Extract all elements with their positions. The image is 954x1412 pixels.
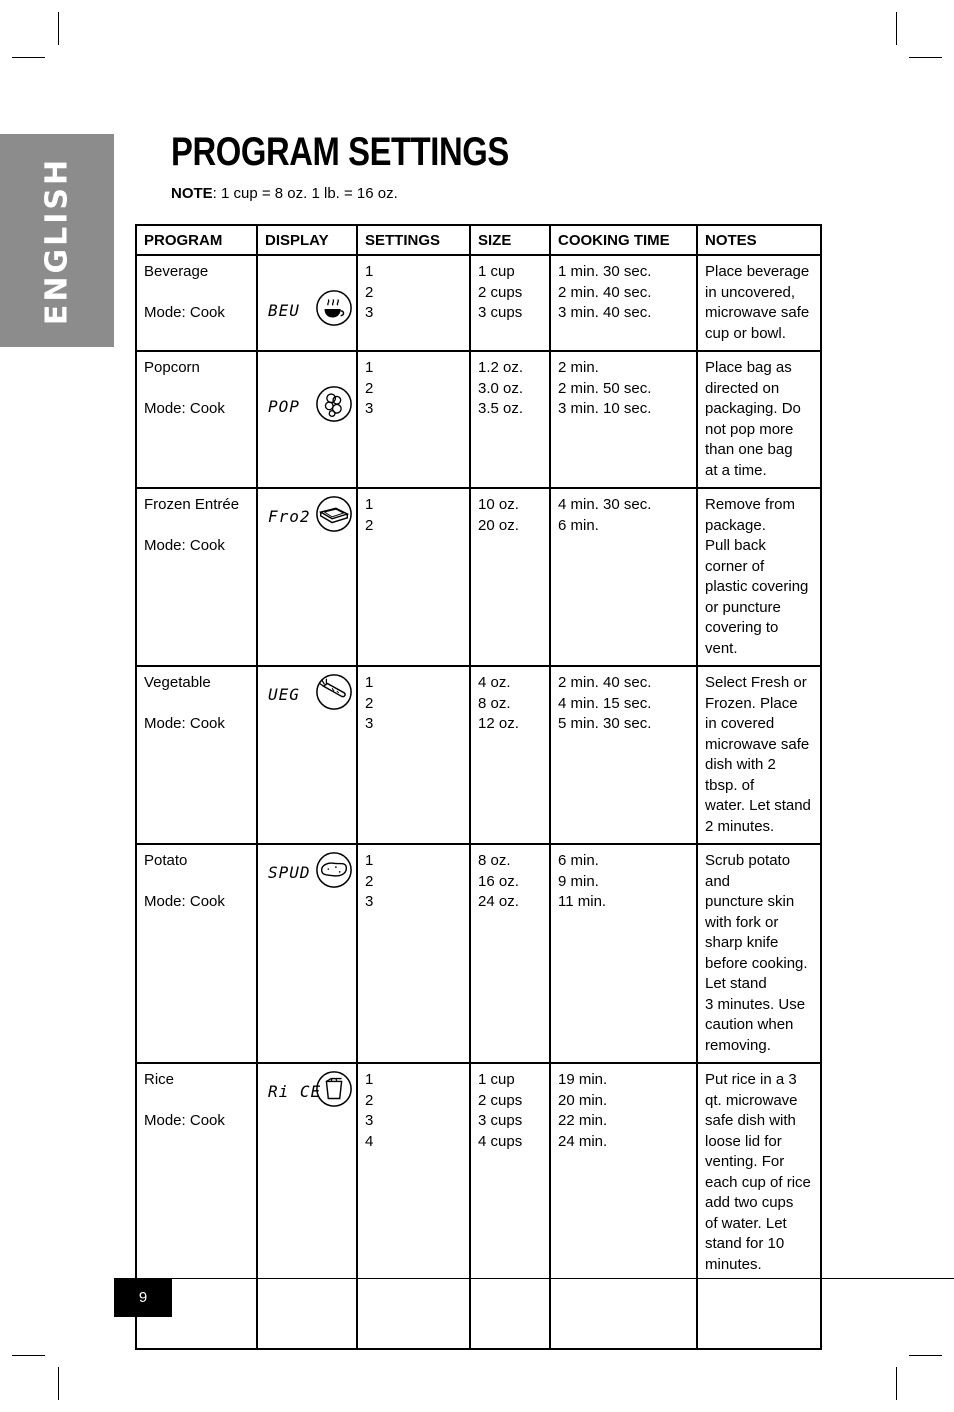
note-line: 3 minutes. Use xyxy=(705,995,806,1013)
cooking-time: 5 min. 30 sec. xyxy=(558,715,652,732)
note-line: in uncovered, xyxy=(705,283,796,301)
size-value: 8 oz. xyxy=(478,694,511,712)
crop-mark xyxy=(909,57,942,58)
note-line: Place beverage xyxy=(705,263,810,280)
table-row xyxy=(136,488,821,666)
column-header: SIZE xyxy=(470,225,550,255)
settings-cell xyxy=(357,255,470,351)
setting-value: 3 xyxy=(365,715,374,732)
note-line: sharp knife xyxy=(705,934,779,951)
setting-value: 3 xyxy=(365,400,374,417)
program-mode: Mode: Cook xyxy=(144,304,225,321)
cooking-time: 20 min. xyxy=(558,1091,608,1109)
display-cell xyxy=(257,255,357,351)
program-name: Beverage xyxy=(144,263,209,280)
size-value: 12 oz. xyxy=(478,715,519,732)
note-line: loose lid for xyxy=(705,1132,782,1150)
column-header: NOTES xyxy=(697,225,821,255)
table-row xyxy=(136,255,821,351)
size-value: 1.2 oz. xyxy=(478,359,524,376)
note-line: Select Fresh or xyxy=(705,674,807,691)
size-value: 10 oz. xyxy=(478,496,519,513)
display-cell xyxy=(257,351,357,488)
size-cell xyxy=(470,1063,550,1349)
note-line: microwave safe xyxy=(705,735,810,753)
crop-mark xyxy=(12,57,45,58)
display-code: SPUD xyxy=(268,863,311,882)
display-code: Ri CE xyxy=(268,1082,322,1101)
crop-mark xyxy=(909,1355,942,1356)
time-cell xyxy=(550,255,697,351)
potato-icon xyxy=(315,851,353,889)
note-line: directed on xyxy=(705,379,780,397)
note-line: not pop more xyxy=(705,420,794,438)
time-cell xyxy=(550,666,697,844)
rice-box-icon xyxy=(315,1070,353,1108)
note-line: safe dish with xyxy=(705,1112,796,1129)
cooking-time: 3 min. 40 sec. xyxy=(558,304,652,321)
note-line: caution when xyxy=(705,1016,794,1033)
language-label: ENGLISH xyxy=(39,156,75,325)
size-value: 16 oz. xyxy=(478,872,519,890)
size-value: 3.0 oz. xyxy=(478,379,524,397)
setting-value: 3 xyxy=(365,1112,374,1129)
time-cell xyxy=(550,488,697,666)
crop-mark xyxy=(896,12,897,45)
setting-value: 4 xyxy=(365,1132,374,1150)
program-name: Frozen Entrée xyxy=(144,496,240,513)
display-cell xyxy=(257,488,357,666)
note-line: each cup of rice xyxy=(705,1173,811,1191)
tray-icon xyxy=(315,495,353,533)
program-cell xyxy=(136,488,257,666)
setting-value: 1 xyxy=(365,852,374,869)
program-mode: Mode: Cook xyxy=(144,1112,225,1129)
note-line: Frozen. Place xyxy=(705,694,798,712)
cooking-time: 2 min. 40 sec. xyxy=(558,674,652,691)
size-value: 1 cup xyxy=(478,263,515,280)
cooking-time: 1 min. 30 sec. xyxy=(558,263,652,280)
size-cell xyxy=(470,255,550,351)
cooking-time: 4 min. 15 sec. xyxy=(558,694,652,712)
footer-rule xyxy=(114,1278,954,1279)
language-tab xyxy=(0,134,114,347)
column-header: DISPLAY xyxy=(257,225,357,255)
note-line: in covered xyxy=(705,715,775,732)
setting-value: 3 xyxy=(365,304,374,321)
size-value: 1 cup xyxy=(478,1071,515,1088)
cooking-time: 2 min. 40 sec. xyxy=(558,283,652,301)
program-name: Potato xyxy=(144,852,188,869)
note-line: Put rice in a 3 xyxy=(705,1071,797,1088)
setting-value: 3 xyxy=(365,893,374,910)
cooking-time: 3 min. 10 sec. xyxy=(558,400,652,417)
note-line: minutes. xyxy=(705,1255,762,1273)
unit-note xyxy=(171,185,398,202)
cooking-time: 2 min. xyxy=(558,359,599,376)
note-text: : 1 cup = 8 oz. 1 lb. = 16 oz. xyxy=(212,185,398,202)
display-code: Fro2 xyxy=(268,507,311,526)
settings-cell xyxy=(357,351,470,488)
notes-cell xyxy=(697,666,821,844)
cooking-time: 6 min. xyxy=(558,516,599,534)
settings-cell xyxy=(357,1063,470,1349)
notes-cell xyxy=(697,488,821,666)
display-code: POP xyxy=(268,397,300,416)
note-line: at a time. xyxy=(705,461,767,479)
carrot-icon xyxy=(315,673,353,711)
column-header: PROGRAM xyxy=(136,225,257,255)
size-value: 2 cups xyxy=(478,283,523,301)
program-mode: Mode: Cook xyxy=(144,715,225,732)
page-title: PROGRAM SETTINGS xyxy=(171,130,509,174)
notes-cell xyxy=(697,844,821,1063)
note-line: tbsp. of xyxy=(705,776,755,794)
cooking-time: 19 min. xyxy=(558,1071,608,1088)
note-line: venting. For xyxy=(705,1153,785,1170)
setting-value: 1 xyxy=(365,496,374,513)
note-line: before cooking. xyxy=(705,954,808,972)
size-value: 2 cups xyxy=(478,1091,523,1109)
note-line: water. Let stand xyxy=(705,797,811,814)
program-cell xyxy=(136,351,257,488)
display-cell xyxy=(257,844,357,1063)
size-value: 24 oz. xyxy=(478,893,519,910)
program-name: Popcorn xyxy=(144,359,200,376)
note-line: 2 minutes. xyxy=(705,817,775,835)
cooking-time: 9 min. xyxy=(558,872,599,890)
column-header: COOKING TIME xyxy=(550,225,697,255)
display-cell xyxy=(257,666,357,844)
size-value: 4 cups xyxy=(478,1132,523,1150)
popcorn-icon xyxy=(315,385,353,423)
display-cell xyxy=(257,1063,357,1349)
notes-cell xyxy=(697,1063,821,1349)
program-cell xyxy=(136,666,257,844)
note-line: with fork or xyxy=(705,913,779,931)
column-header: SETTINGS xyxy=(357,225,470,255)
table-header-row xyxy=(136,225,821,255)
crop-mark xyxy=(58,12,59,45)
notes-cell xyxy=(697,255,821,351)
time-cell xyxy=(550,351,697,488)
note-line: qt. microwave xyxy=(705,1091,798,1109)
cooking-time: 2 min. 50 sec. xyxy=(558,379,652,397)
size-value: 3 cups xyxy=(478,304,523,321)
size-cell xyxy=(470,351,550,488)
crop-mark xyxy=(12,1355,45,1356)
size-value: 20 oz. xyxy=(478,516,519,534)
size-cell xyxy=(470,488,550,666)
note-line: removing. xyxy=(705,1036,771,1054)
settings-cell xyxy=(357,666,470,844)
note-line: dish with 2 xyxy=(705,756,776,773)
size-value: 3.5 oz. xyxy=(478,400,524,417)
note-line: add two cups xyxy=(705,1194,794,1211)
program-mode: Mode: Cook xyxy=(144,400,225,417)
time-cell xyxy=(550,844,697,1063)
program-mode: Mode: Cook xyxy=(144,893,225,910)
table-row xyxy=(136,844,821,1063)
note-line: plastic covering xyxy=(705,578,809,595)
program-name: Vegetable xyxy=(144,674,211,691)
cooking-time: 6 min. xyxy=(558,852,599,869)
settings-cell xyxy=(357,844,470,1063)
note-line: package. xyxy=(705,516,766,534)
setting-value: 2 xyxy=(365,379,374,397)
note-line: covering to vent. xyxy=(705,619,779,657)
cooking-time: 24 min. xyxy=(558,1132,608,1150)
note-label: NOTE xyxy=(171,185,213,202)
setting-value: 1 xyxy=(365,359,374,376)
setting-value: 2 xyxy=(365,1091,374,1109)
program-name: Rice xyxy=(144,1071,175,1088)
setting-value: 2 xyxy=(365,283,374,301)
program-cell xyxy=(136,255,257,351)
cup-icon xyxy=(315,289,353,327)
cooking-time: 22 min. xyxy=(558,1112,608,1129)
program-settings-table xyxy=(135,224,822,1350)
crop-mark xyxy=(896,1367,897,1400)
size-cell xyxy=(470,844,550,1063)
note-line: corner of xyxy=(705,557,765,575)
size-value: 4 oz. xyxy=(478,674,511,691)
settings-cell xyxy=(357,488,470,666)
setting-value: 1 xyxy=(365,674,374,691)
note-line: stand for 10 xyxy=(705,1235,785,1252)
page-number: 9 xyxy=(114,1278,172,1317)
table-row xyxy=(136,666,821,844)
size-value: 8 oz. xyxy=(478,852,511,869)
cooking-time: 11 min. xyxy=(558,893,607,910)
setting-value: 1 xyxy=(365,263,374,280)
note-line: of water. Let xyxy=(705,1214,787,1232)
note-line: Place bag as xyxy=(705,359,792,376)
program-cell xyxy=(136,844,257,1063)
note-line: cup or bowl. xyxy=(705,324,786,342)
note-line: puncture skin xyxy=(705,893,795,910)
display-code: UEG xyxy=(268,685,300,704)
note-line: microwave safe xyxy=(705,304,810,321)
table-row xyxy=(136,1063,821,1349)
size-value: 3 cups xyxy=(478,1112,523,1129)
table-row xyxy=(136,351,821,488)
setting-value: 2 xyxy=(365,516,374,534)
setting-value: 1 xyxy=(365,1071,374,1088)
setting-value: 2 xyxy=(365,694,374,712)
cooking-time: 4 min. 30 sec. xyxy=(558,496,652,513)
note-line: packaging. Do xyxy=(705,400,801,417)
note-line: Let stand xyxy=(705,975,767,992)
setting-value: 2 xyxy=(365,872,374,890)
crop-mark xyxy=(58,1367,59,1400)
note-line: Scrub potato and xyxy=(705,852,791,890)
note-line: Pull back xyxy=(705,537,766,554)
note-line: Remove from xyxy=(705,496,796,513)
program-mode: Mode: Cook xyxy=(144,537,225,554)
time-cell xyxy=(550,1063,697,1349)
note-line: or puncture xyxy=(705,598,781,616)
size-cell xyxy=(470,666,550,844)
notes-cell xyxy=(697,351,821,488)
display-code: BEU xyxy=(268,301,300,320)
note-line: than one bag xyxy=(705,441,793,458)
